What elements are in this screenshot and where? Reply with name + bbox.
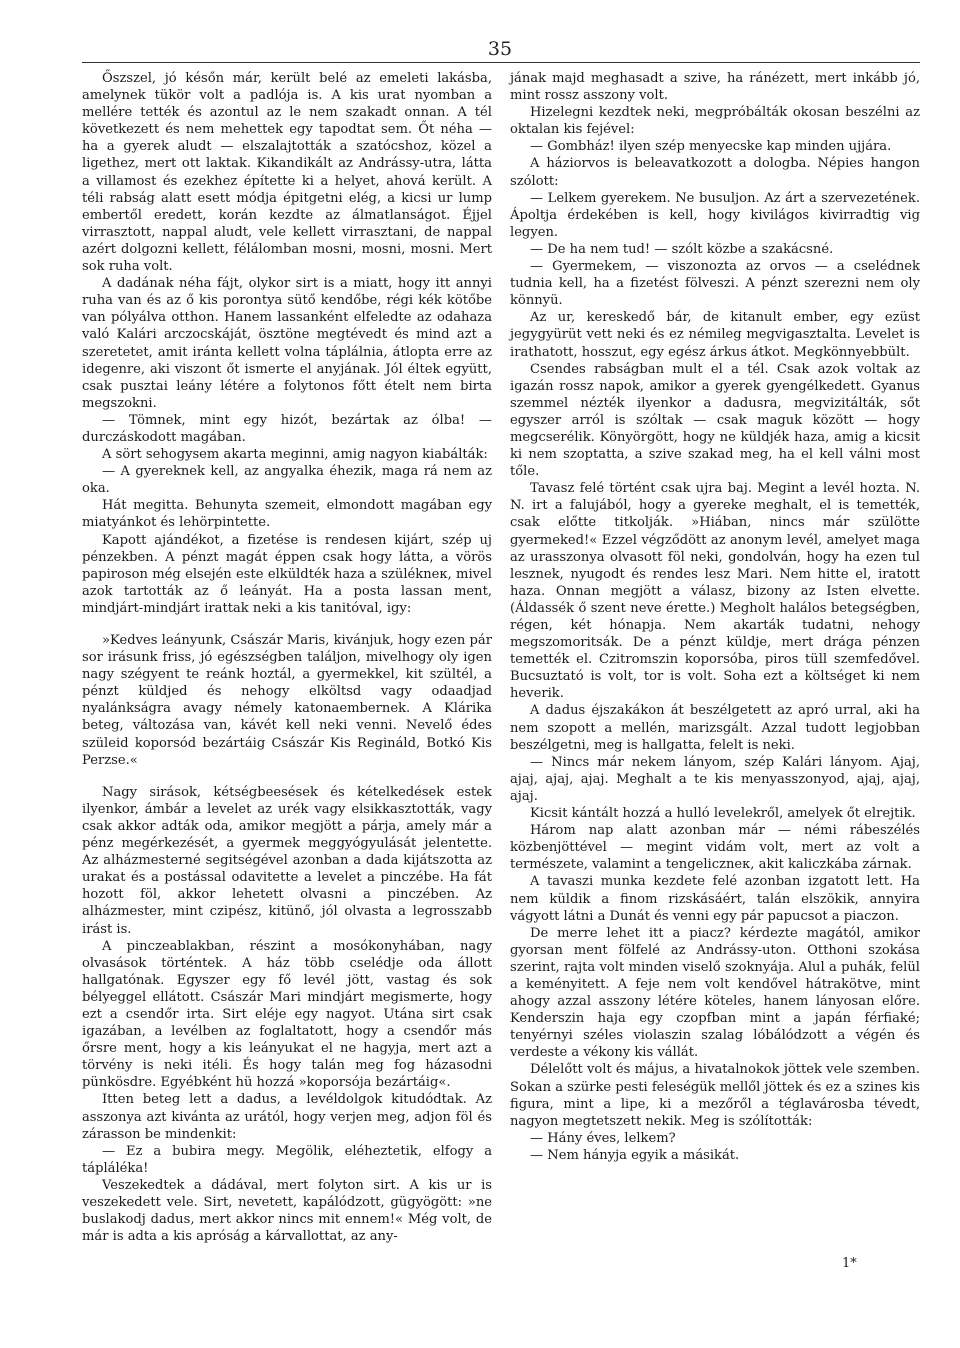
paragraph: Kapott ajándékot, a fizetése is rendesen kijárt, szép uj pénzekben. A pénzt magát éppen csak hogy látta, a vörös papiroson még elsején este elküldték haza a szülékneк, mivel azok tartották az ő leányát. Ha a posta lassan ment, mindjárt-mindjárt irattak neki a kis tanitóval, igy: (82, 532, 492, 616)
paragraph: — Tömnek, mint egy hizót, bezártak az ólba! — durczáskodott magában. (82, 412, 492, 445)
paragraph: Hizelegni kezdtek neki, megpróbálták okosan beszélni az oktalan kis fejével: (510, 105, 920, 138)
left-text-column (82, 70, 492, 1245)
paragraph: Három nap alatt azonban már — némi rábeszélés közbenjöttével — megint vidám volt, mert az volt a természete, valamint a tengeliczneк, akit kaliczkába zárnak. (510, 823, 920, 873)
right-text-column (510, 70, 920, 1164)
paragraph: Hát megitta. Behunyta szemeit, elmondott magában egy miatyánkot és lehörpintette. (82, 498, 492, 531)
paragraph: De merre lehet itt a piacz? kérdezte magától, amikor gyorsan ment fölfelé az Andrássy-uton. Otthoni szokása szerint, rajta volt minden viselő szoknyája. Alul a puhák, felül a keményitett. A feje nem volt kendővel hátrakötve, mint ahogy azzal asszony létére köteles, hanem lányosan előre. Kenderszin haja egy czopfban mint a japán férfiaké; tenyérnyi széles violaszin szalag lóbálódzott a végén és verdeste a vékony kis vállát. (510, 925, 920, 1061)
paragraph: »Kedves leányunk, Császár Maris, kivánjuk, hogy ezen pár sor irásunk friss, jó egészségben találjon, mivelhogy oly igen nagy szégyent te reánk hoztál, a gyermekkel, kit szültél, a pénzt küldjed és nehogy elköltsd vagy odaadjad nyalánkságra avagy némely katonaembernek. A Klárika beteg, változása van, kávét kell neki venni. Nevelő édes szüleid koporsód bezártáig Császár Kis Regináld, Botkó Kis Perzse.« (82, 633, 492, 768)
paragraph: Délelőtt volt és május, a hivatalnokok jöttek vele szemben. Sokan a szürke pesti feleségük mellől jöttek és ez a szines kis figura, mint a lipe, ki a mezőről a téglavárosba tévedt, nagyon megtetszett nekik. Meg is szólították: (510, 1062, 920, 1129)
paragraph: jának majd meghasadt a szive, ha ránézett, mert inkább jó, mint rossz asszony volt. (510, 71, 920, 104)
paragraph: — A gyereknek kell, az angyalka éhezik, maga rá nem az oka. (82, 464, 492, 497)
paragraph: — De ha nem tud! — szólt közbe a szakácsné. (530, 241, 834, 257)
page-number: 35 (487, 38, 513, 60)
paragraph: — Ez a bubira megy. Megölik, eléheztetik, elfogy a tápláléka! (82, 1143, 492, 1176)
header-rule (82, 62, 920, 63)
paragraph: A sört sehogysem akarta meginni, amig nagyon kiabálták: (102, 447, 488, 463)
paragraph: A tavaszi munka kezdete felé azonban izgatott lett. Ha nem küldik a finom rizskásáért, talán elszökik, annyira vágyott látni a Dunát és venni egy pár papucsot a piaczon. (510, 874, 920, 924)
paragraph: Itten beteg lett a dadus, a levéldolgok kitudódtak. Az asszonya azt kivánta az urától, hogy verjen meg, adjon föl és zárasson be mindenkit: (82, 1092, 492, 1142)
printer-signature: 1* (842, 1256, 857, 1271)
paragraph: Csendes rabságban mult el a tél. Csak azok voltak az igazán rossz napok, amikor a gyerek gyengélkedett. Gyanus szemmel nézték ilyenkor a dadusra, megvizitálták, sőt egyszer arról is szóltak — csak maguk között — hogy megcserélik. Könyörgött, hogy ne küldjék haza, amig a kicsit ki nem szoptatta, a szive szakad meg, ha el kell válni most tőle. (510, 361, 920, 480)
paragraph: Az ur, kereskedő bár, de kitanult ember, egy ezüst jegygyürüt vett neki és ez némileg megvigasztalta. Levelet is irathatott, hosszut, egy egész árkus átkot. Megkönnyebbült. (510, 310, 920, 360)
paragraph: A dadus éjszakákon át beszélgetett az apró urral, aki ha nem szopott a mellén, marizsgált. Azzal tudott legjobban beszélgetni, meg is hallgatta, felelt is neki. (510, 703, 920, 753)
paragraph: A dadának néha fájt, olykor sirt is a miatt, hogy itt annyi ruha van és az ő kis porontya sütő kendőbe, régi kék kötőbe van pólyálva otthon. Hanem lassanként elfeledte az odahaza való Kalári arczocskáját, ösztöne megtévedt és mind azt a szeretetet, amit iránta kellett volna táplálnia, átlopta erre az idegenre, aki viszont őt ismerte el anyjának. Jól éltek együtt, csak pusztai leány létére a folytonos főtt ételt nem birta megszokni. (82, 276, 492, 411)
paragraph: Veszekedtek a dádával, mert folyton sirt. A kis ur is veszekedett vele. Sirt, nevetett, kapálódzott, gügyögött: »ne buslakodj dadus, mert akkor nincs mit ennem!« Még volt, de már is adta a kis apróság a kárvallottat, az any- (82, 1177, 492, 1245)
paragraph: — Nem hányja egyik a másikát. (530, 1147, 740, 1163)
paragraph: — Hány éves, lelkem? (530, 1130, 676, 1146)
paragraph: A háziorvos is beleavatkozott a dologba. Népies hangon szólott: (510, 156, 920, 189)
paragraph: Kicsit kántált hozzá a hulló levelekről, amelyek őt elrejtik. (530, 806, 916, 822)
paragraph: — Gombház! ilyen szép menyecske kap minden ujjára. (530, 139, 892, 155)
paragraph: — Lelkem gyerekem. Ne busuljon. Az árt a szervezetének. Ápoltja érdekében is kell, hogy kivilágos kivirradtig vig legyen. (510, 190, 920, 240)
paragraph: — Gyermekem, — viszonozta az orvos — a cselédnek tudnia kell, ha a fizetést fölveszi. A pénzt szerezni nem oly könnyü. (510, 259, 920, 309)
paragraph: Őszszel, jó későn már, került belé az emeleti lakásba, amelynek tükör volt a padlója is. A kis urat nyomban a mellére tették és azontul az le nem szakadt onnan. A tél következett és nem mehettek egy tapodtat sem. Őt néha — ha a gyerek aludt — elszalajtották a szatócshoz, közel a ligethez, mert ott laktak. Kikandikált az Andrássy-utra, látta a villamost és ezekhez építette ki a helyet, ahová került. A téli rabság alatt esett módja épitgetni elég, a kicsi ur lump embertől eredett, korán kezdte az álmatlanságot. Éjjel virrasztott, nappal aludt, vele kellett virrasztani, de nappal azért dolgozni kellett, félálomban mosni, mosni, mosni. Mert sok ruha volt. (82, 71, 492, 275)
paragraph: A pinczeablakban, részint a mosókonyhában, nagy olvasások történtek. A ház több cselédje oda állott hallgatónak. Egyszer egy fő levél jött, vastag és sok bélyeggel ellátott. Császár Mari mindjárt megismerte, hogy ezt a csendőr irta. Sirt eléje egy nagyot. Utána sirt csak igazában, a levélben az foglaltatott, hogy a csendőr más őrsre ment, hogy a kis leányukat el ne hagyja, mert azt a törvény is neki itéli. És hogy talán meg fog házasodni pünkösdre. Egyébként hü hozzá »koporsója bezártáig«. (82, 938, 492, 1091)
paragraph: Tavasz felé történt csak ujra baj. Megint a levél hozta. N. N. irt a falujából, hogy a gyereke meghalt, el is temették, csak előtte titkolják. »Hiában, nincs már szülötte gyermeked!« Ezzel végződött az anonym levél, amelyet maga az urasszonya olvasott föl neki, gondolván, hogy ha ezen tul lesznek, nyugodt és rendes lesz Mari. Nem hitte el, iratott haza. Onnan megjött a válasz, bizony az Isten elvette. (Áldassék ő szent neve érette.) Megholt halálos betegségben, régen, két hónapja. Nem akarták tudatni, nehogy megszomoritsák. De a pénzt küldje, mert drága pénzen temették el. Czitromszin koporsóba, piros tüll szemfedővel. Bucsuztató is volt, tor is volt. Soha ezt a költséget ki nem heverik. (510, 481, 920, 702)
paragraph: — Nincs már nekem lányom, szép Kalári lányom. Ajaj, ajaj, ajaj, ajaj. Meghalt a te kis menyasszonyod, ajaj, ajaj, ajaj. (510, 754, 920, 804)
paragraph: Nagy sirások, kétségbeesések és kételkedések estek ilyenkor, ámbár a levelet az urék vagy elsikkasztották, vagy csak akkor adták oda, amikor megjött a párja, amely már a pénz megérkezését, a gyermek meggyógyulását jelentette. Az alházmesterné segitségével azonban a dada kijátszotta az urakat és a postással odavitette a levelet a pinczébe. Ha fát hozott föl, akkor lehetett olvasni a pinczében. Az alházmester, mint czipész, kitünő, jól olvasta a legrosszabb irást is. (82, 784, 492, 937)
